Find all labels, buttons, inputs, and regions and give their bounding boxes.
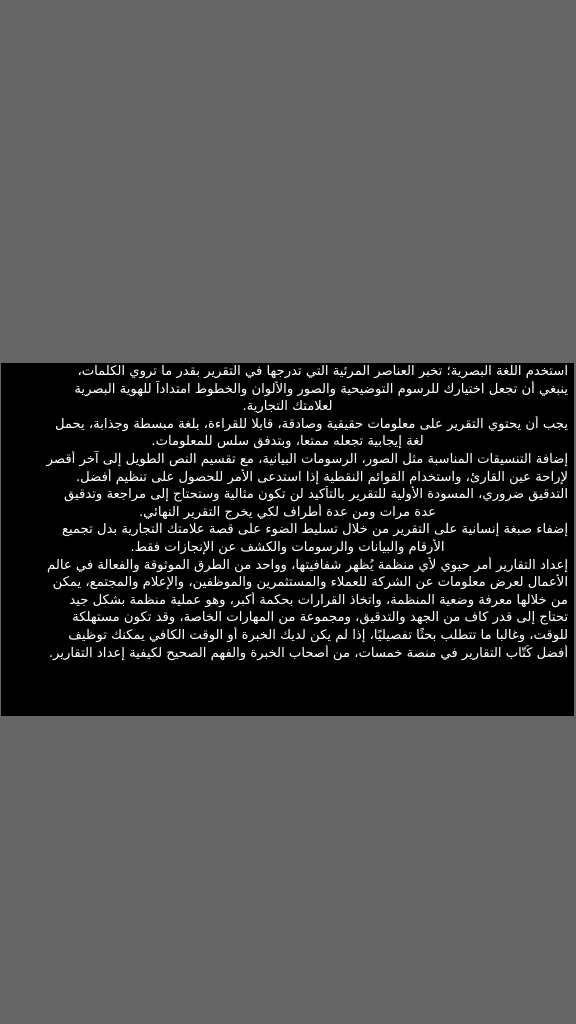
text-line: أفضل كُتّاب التقارير في منصة خمسات، من أصحاب الخبرة والفهم الصحيح لكيفية إعداد التقارير. — [48, 645, 568, 661]
text-line: إضافة التنسيقات المناسبة مثل الصور، الرسومات البيانية، مع تقسيم النص الطويل إلى آخر أقصر — [46, 451, 568, 467]
text-line: للوقت، وغالبا ما تتطلب بحثًا تفصيليًا، إذا لم يكن لديك الخبرة أو الوقت الكافي يمكنك توظيف — [68, 627, 568, 643]
text-line: يجب أن يحتوي التقرير على معلومات حقيقية وصادقة، قابلا للقراءة، بلغة مبسطة وجذابة، يحمل — [54, 416, 568, 432]
text-line: الأعمال لعرض معلومات عن الشركة للعملاء والمستثمرين والموظفين، والإعلام والمجتمع، يمكن — [52, 575, 568, 591]
text-line: استخدم اللغة البصرية؛ تخبر العناصر المرئية التي تدرجها في التقرير بقدر ما تروي الكلمات، — [77, 364, 568, 379]
text-line: لغة إيجابية تجعله ممتعا، وبتدفق سلس للمعلومات. — [151, 434, 424, 450]
text-line: إضفاء صبغة إنسانية على التقرير من خلال تسليط الضوء على قصة علامتك التجارية بدل تجميع — [61, 522, 568, 538]
text-card — [1, 363, 574, 716]
text-line: إعداد التقارير أمر حيوي لأي منظمة يُظهر شفافيتها، وواحد من الطرق الموثوقة والفعالة في عالم — [47, 557, 568, 573]
text-line: لإراحة عين القارئ، واستخدام القوائم النقطية إذا استدعى الأمر للحصول على تنظيم أفضل. — [75, 469, 568, 485]
text-line: ينبغي أن تجعل اختيارك للرسوم التوضيحية والصور والألوان والخطوط امتداداً للهوية البصرية — [74, 381, 568, 397]
text-line: لعلامتك التجارية. — [242, 399, 333, 415]
text-line: من خلالها معرفة وضعية المنظمة، واتخاذ القرارات بحكمة أكبر، وهو عملية منظمة بشكل جيد — [69, 592, 568, 608]
text-line: التدقيق ضروري، المسودة الأولية للتقرير بالتأكيد لن تكون مثالية وستحتاج إلى مراجعة وتدقيق — [64, 487, 568, 503]
text-line: عدة مرات ومن عدة أطراف لكي يخرج التقرير النهائي. — [138, 504, 437, 520]
text-line: الأرقام والبيانات والرسومات والكشف عن الإنجازات فقط. — [130, 539, 445, 555]
text-line: تحتاج إلى قدر كاف من الجهد والتدقيق، ومجموعة من المهارات الخاصة، وقد تكون مستهلكة — [72, 610, 568, 626]
